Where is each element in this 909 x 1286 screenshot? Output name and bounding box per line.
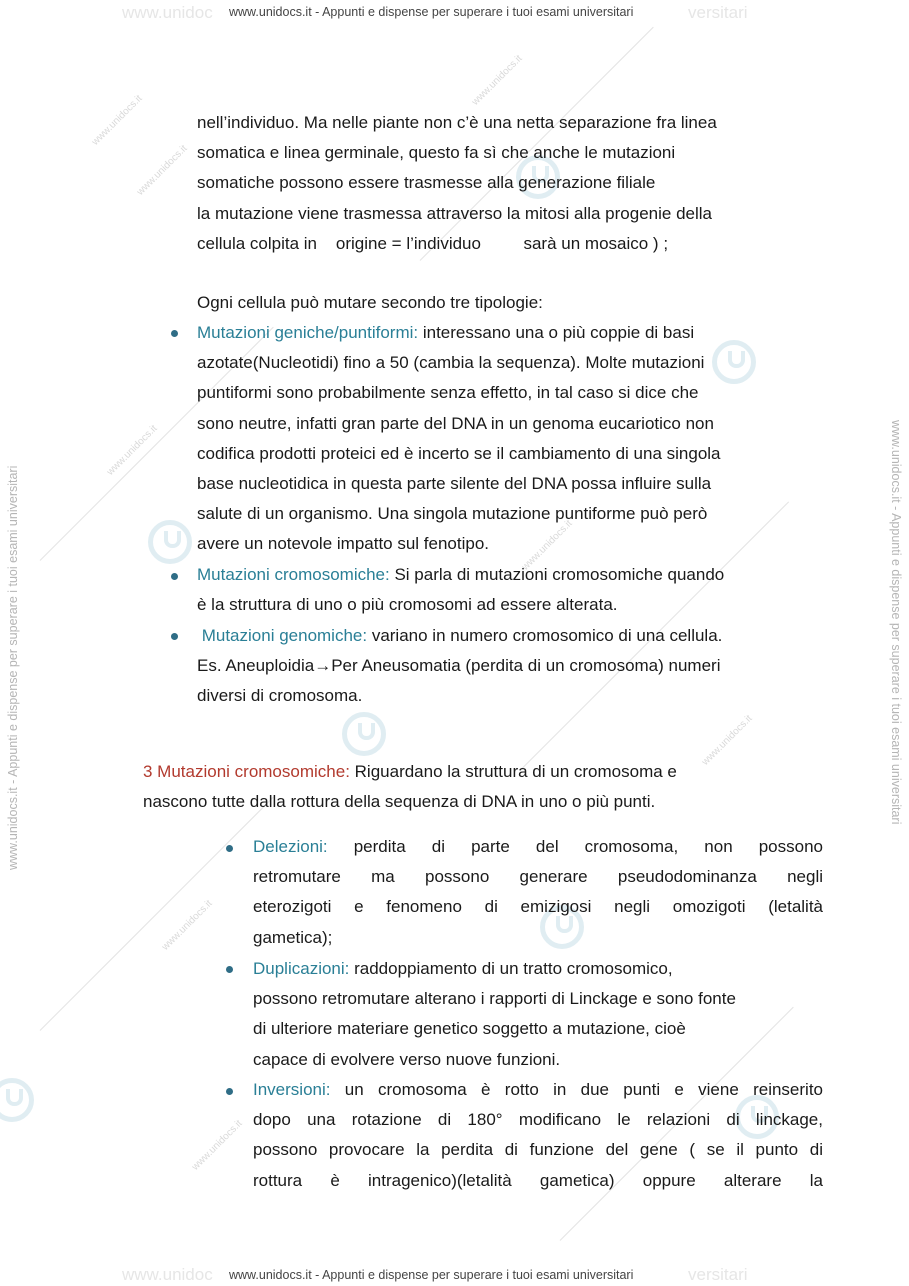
watermark-diagonal-text: www.unidocs.it bbox=[160, 898, 215, 953]
list-item-mutazioni-genomiche bbox=[197, 621, 722, 712]
watermark-diagonal-line bbox=[40, 797, 274, 1031]
text-line: cellula colpita in origine = l’individuo sarà un mosaico ) ; bbox=[197, 233, 669, 253]
watermark-header: www.unidocs.it - Appunti e dispense per superare i tuoi esami universitari bbox=[229, 5, 634, 19]
text-line: possono retromutare alterano i rapporti di Linckage e sono fonte bbox=[253, 989, 736, 1009]
intro-paragraph bbox=[197, 108, 717, 259]
section-3-paragraph bbox=[143, 757, 677, 817]
unidocs-logo-icon bbox=[148, 520, 192, 564]
watermark-ghost-left-bottom: www.unidoc bbox=[122, 1265, 213, 1284]
list-item-text: perdita di parte del cromosoma, non possono bbox=[327, 837, 823, 856]
text-line: somatica e linea germinale, questo fa sì che anche le mutazioni bbox=[197, 143, 676, 163]
text-line: di ulteriore materiare genetico soggetto a mutazione, cioè bbox=[253, 1019, 686, 1039]
unidocs-logo-icon bbox=[0, 1078, 34, 1122]
watermark-ghost-left: www.unidoc bbox=[122, 3, 213, 22]
list-item-duplicazioni bbox=[253, 954, 736, 1075]
text-line bbox=[197, 560, 724, 590]
unidocs-logo-icon bbox=[342, 712, 386, 756]
text-line: avere un notevole impatto sul fenotipo. bbox=[197, 534, 490, 554]
list-item-text: Si parla di mutazioni cromosomiche quando bbox=[389, 565, 725, 584]
bullet-icon bbox=[171, 330, 178, 337]
list-item-text: variano in numero cromosomico di una cellula. bbox=[367, 626, 723, 645]
bullet-icon bbox=[171, 633, 178, 640]
text-line: puntiformi sono probabilmente senza effetto, in tal caso si dice che bbox=[197, 383, 699, 403]
text-line: nascono tutte dalla rottura della sequenza di DNA in uno o più punti. bbox=[143, 792, 656, 812]
watermark-diagonal-text: www.unidocs.it bbox=[105, 423, 160, 478]
text-line: nell’individuo. Ma nelle piante non c’è una netta separazione fra linea bbox=[197, 113, 717, 132]
watermark-diagonal-text: www.unidocs.it bbox=[190, 1118, 245, 1173]
text-line: possono provocare la perdita di funzione del gene ( se il punto di bbox=[253, 1140, 823, 1160]
text-line: capace di evolvere verso nuove funzioni. bbox=[253, 1049, 561, 1069]
text-line: azotate(Nucleotidi) fino a 50 (cambia la sequenza). Molte mutazioni bbox=[197, 353, 705, 373]
text-line: dopo una rotazione di 180° modificano le relazioni di linckage, bbox=[253, 1110, 823, 1130]
text-line bbox=[143, 757, 677, 787]
watermark-diagonal-text: www.unidocs.it bbox=[700, 713, 755, 768]
list-item-text: raddoppiamento di un tratto cromosomico, bbox=[349, 959, 673, 978]
text-line bbox=[253, 832, 823, 862]
text-line bbox=[197, 621, 722, 651]
list-item-mutazioni-geniche bbox=[197, 318, 721, 560]
text-line: Es. Aneuploidia→Per Aneusomatia (perdita di un cromosoma) numeri bbox=[197, 656, 721, 676]
text-line bbox=[197, 318, 721, 348]
list-item-term: Mutazioni geniche/puntiformi: bbox=[197, 323, 419, 342]
watermark-diagonal-text: www.unidocs.it bbox=[90, 93, 145, 148]
list-item-text: interessano una o più coppie di basi bbox=[418, 323, 695, 342]
list-item-term: Mutazioni genomiche: bbox=[197, 626, 368, 645]
text-line: base nucleotidica in questa parte silente del DNA possa influire sulla bbox=[197, 474, 712, 494]
text-line bbox=[253, 1075, 823, 1105]
text-line: sono neutre, infatti gran parte del DNA in un genoma eucariotico non bbox=[197, 413, 714, 433]
types-intro bbox=[197, 288, 543, 318]
watermark-left-vertical: www.unidocs.it - Appunti e dispense per superare i tuoi esami universitari bbox=[6, 465, 20, 870]
bullet-icon bbox=[226, 1088, 233, 1095]
text-line: la mutazione viene trasmessa attraverso la mitosi alla progenie della bbox=[197, 203, 712, 223]
watermark-ghost-right-bottom: versitari bbox=[688, 1265, 748, 1284]
list-item-mutazioni-cromosomiche bbox=[197, 560, 724, 620]
watermark-right-vertical: www.unidocs.it - Appunti e dispense per superare i tuoi esami universitari bbox=[889, 420, 903, 825]
watermark-diagonal-text: www.unidocs.it bbox=[520, 518, 575, 573]
list-item-term: Duplicazioni: bbox=[253, 959, 350, 978]
watermark-ghost-right: versitari bbox=[688, 3, 748, 22]
watermark-diagonal-text: www.unidocs.it bbox=[470, 53, 525, 108]
text-line: codifica prodotti proteici ed è incerto se il cambiamento di una singola bbox=[197, 443, 721, 463]
text-line: diversi di cromosoma. bbox=[197, 686, 363, 706]
text-line bbox=[253, 954, 736, 984]
text-line: gametica); bbox=[253, 927, 333, 947]
bullet-icon bbox=[226, 966, 233, 973]
text-line: eterozigoti e fenomeno di emizigosi negli omozigoti (letalità bbox=[253, 897, 823, 917]
watermark-diagonal-text: www.unidocs.it bbox=[135, 143, 190, 198]
section-heading: 3 Mutazioni cromosomiche: bbox=[143, 762, 350, 781]
text-line: Ogni cellula può mutare secondo tre tipologie: bbox=[197, 293, 543, 312]
bullet-icon bbox=[171, 573, 178, 580]
list-item-term: Inversioni: bbox=[253, 1080, 331, 1099]
bullet-icon bbox=[226, 845, 233, 852]
list-item-term: Mutazioni cromosomiche: bbox=[197, 565, 390, 584]
section-text: Riguardano la struttura di un cromosoma e bbox=[349, 762, 677, 781]
list-item-text: un cromosoma è rotto in due punti e viene reinserito bbox=[330, 1080, 823, 1099]
list-item-inversioni bbox=[253, 1075, 823, 1196]
text-line: somatiche possono essere trasmesse alla generazione filiale bbox=[197, 173, 656, 193]
text-line: rottura è intragenico)(letalità gametica) oppure alterare la bbox=[253, 1170, 823, 1190]
watermark-footer: www.unidocs.it - Appunti e dispense per superare i tuoi esami universitari bbox=[229, 1268, 634, 1282]
text-line: salute di un organismo. Una singola mutazione puntiforme può però bbox=[197, 504, 708, 524]
text-line: retromutare ma possono generare pseudodominanza negli bbox=[253, 867, 823, 887]
text-line: è la struttura di uno o più cromosomi ad essere alterata. bbox=[197, 595, 618, 615]
list-item-term: Delezioni: bbox=[253, 837, 328, 856]
list-item-delezioni bbox=[253, 832, 823, 953]
